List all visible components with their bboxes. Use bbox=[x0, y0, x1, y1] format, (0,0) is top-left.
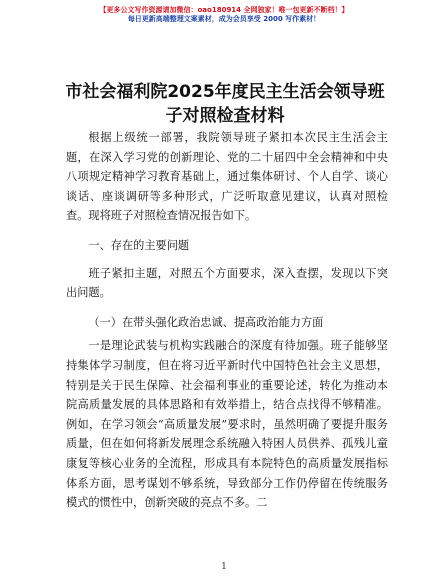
paragraph-intro: 根据上级统一部署，我院领导班子紧扣本次民主生活会主题，在深入学习党的创新理论、党的二十届四中全会精神和中央八项规定精神学习教育基础上，通过集体研讨、个人自学、谈心谈话、座谈调研等多种形式，广泛听取意见建议，认真对照检查。现将班子对照检查情况报告如下。 bbox=[66, 131, 388, 223]
page-number: 1 bbox=[221, 562, 227, 572]
paragraph-summary: 班子紧扣主题，对照五个方面要求，深入查摆，发现以下突出问题。 bbox=[66, 266, 388, 300]
promo-banner bbox=[0, 6, 448, 24]
promo-banner-line-2: 每日更新高端整理文案素材，成为会员享受 2000 写作素材！ bbox=[127, 15, 321, 23]
document-title: 市社会福利院2025年度民主生活会领导班子对照检查材料 bbox=[65, 82, 385, 126]
document-body bbox=[66, 128, 388, 523]
promo-banner-line-1: 【更多公文写作资源请加微信：oao180914 全网独家！唯一包更新不断档！】 bbox=[99, 6, 349, 14]
subsection-heading: （一）在带头强化政治忠诚、提高政治能力方面 bbox=[88, 315, 324, 329]
paragraph-detail: 一是理论武装与机构实践融合的深度有待加强。班子能够坚持集体学习制度，但在将习近平新时代中国特色社会主义思想，特别是关于民生保障、社会福利事业的重要论述，转化为推动本院高质量发展的具体思路和有效举措上，结合点找得不够精准。例如，在学习领会“高质量发展”要求时，虽然明确了要提升服务质量，但在如何将新发展理念系统融入特困人员供养、孤残儿童康复等核心业务的全流程，形成具有本院特色的高质量发展指标体系方面，思考谋划不够系统，导致部分工作仍停留在传统服务模式的惯性中，创新突破的亮点不多。二 bbox=[66, 339, 388, 510]
section-heading: 一、存在的主要问题 bbox=[88, 238, 190, 252]
